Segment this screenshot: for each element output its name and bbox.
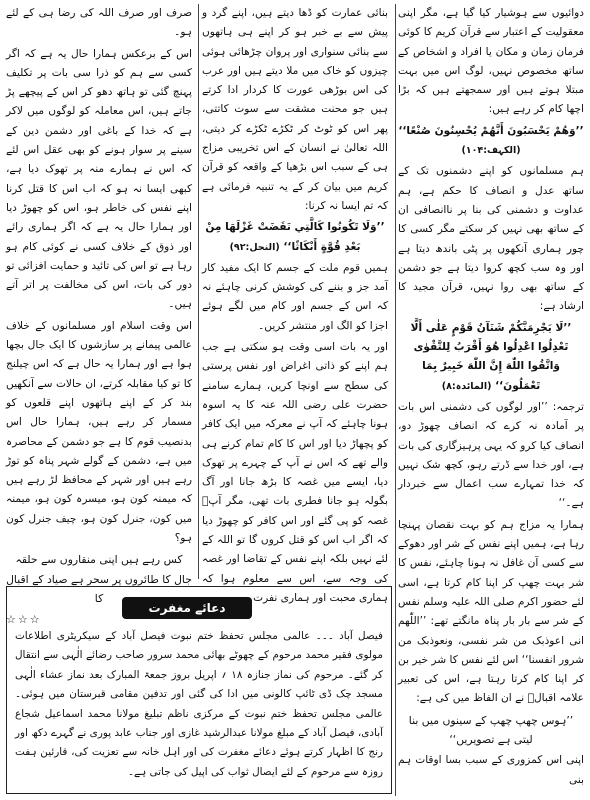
left-para-2: اس کے برعکس ہمارا حال یہ ہے کہ اگر کسی سے ہم کو ذرا سی بات پر تکلیف پہنچ گئی تو ہاتھ دھو کر اس کے پیچھے پڑ جاتے ہیں، اس معاملہ کو لوگوں میں لاکر ہے کہ خدا کے باغی اور دشمن دین کے سینے پر سوار ہونے کو بھی عقل اس لئے کہ اس نے ہمارے منہ پر تھوک دیا ہے، کبھی ایسا نہ ہو کہ اب اس کا قتل کرنا اپنے نفس کی خاطر ہو، اس کو چھوڑ دیا اور ہمارا حال یہ ہے کہ اگر ہماری رائے اور ذوق کے خلاف کسی نے کوئی کام ہو رہا ہے تو اس کی تائید و حمایت افزائی تو دور کی بات، اس کی مخالفت پر اتر آتے ہیں۔ bbox=[6, 47, 192, 311]
left-para-3: اس وقت اسلام اور مسلمانوں کے خلاف عالمی پیمانے پر سازشوں کا ایک جال بچھا ہوا ہے اور ہمارا یہ حال ہے کہ اس چیلنج کا تو کیا مقابلہ کرتے، ان حالات سے آنکھیں بند کر کے اپنے ہاتھوں اپنے قلعوں کو مسمار کر رہے ہیں، ہمارا حال اس بدنصیب قوم کا ہے جو دشمن کے محاصرہ میں ہے، دشمن کے گولے شہر پناہ کو توڑ رہے ہیں اور شہر کے محافظ لڑ رہے ہیں کہ میمنہ کون ہو، میسرہ کون ہو، میمنہ میں کون، جنرل کون ہو، چیف جنرل کون ہو؟ bbox=[6, 319, 192, 545]
verse-reference: (النحل:۹۲) bbox=[229, 241, 280, 253]
middle-para-1: بنائی عمارت کو ڈھا دیتے ہیں، اپنے گرد و پیش سے بے خبر ہو کر اپنے ہی ہاتھوں سے بنائی سنواری اور پروان چڑھائی ہوئی چیزوں کو خاک میں ملا دیتے ہیں اور عرب کی اس بوڑھی عورت کا کردار ادا کرتے ہیں جو محنت مشقت سے سوت کاتتی، پھر اس کو ٹوٹ کر ٹکڑے ٹکڑے کر دیتی، اللہ تعالیٰ نے انسان کے اس تخریبی مزاج ہی کے سبب اس بڑھیا کے واقعہ کو قرآن کریم میں بیان کر کے یہ تنبیہ فرمائی ہے کہ تم ایسا نہ کرنا: bbox=[202, 7, 388, 212]
box-title: دعائے مغفرت bbox=[148, 601, 226, 615]
box-body: فیصل آباد ۔۔۔ عالمی مجلس تحفظ ختم نبوت فیصل آباد کے سیکریٹری اطلاعات مولوی فقیر محمد مرحوم کے چھوٹے بھائی محمد سرور صاحب رضائے الٰہی سے انتقال کر گئے۔ مرحوم کی نماز جنازہ ۱۸ ؍ اپریل بروز جمعۃ المبارک بعد نماز عشاء الٰہی مسجد چک ڈی ٹائپ کالونی میں ادا کی گئی اور تدفین مقامی قبرستان میں ہوئی۔ عالمی مجلس تحفظ ختم نبوت کے مرکزی ناظم تبلیغ مولانا محمد اسماعیل شجاع آبادی، فیصل آباد کے مبلغ مولانا عبدالرشید غازی اور جناب عابد پوری نے گہرے دکھ اور رنج کا اظہار کرتے ہوئے دعائے مغفرت کی اور اہل خانہ سے تعزیت کی، قارئین ہفت روزہ سے مرحوم کے لئے ایصال ثواب کی اپیل کی جاتی ہے۔ bbox=[15, 630, 383, 778]
right-para-1: دوائیوں سے ہوشیار کیا گیا ہے، مگر اپنی معقولیت کے اعتبار سے قرآن کریم کا کوئی فرمان زمان و مکان یا افراد و اشخاص کے ساتھ مخصوص نہیں، لوگ اس میں بہت مبتلا ہوتے ہیں اور سمجھتے ہیں کہ بڑا اچھا کام کر رہے ہیں: bbox=[398, 7, 584, 116]
middle-column bbox=[202, 4, 388, 610]
column-divider bbox=[395, 4, 396, 796]
quran-text: ’’وَهُمْ يَحْسَبُونَ أَنَّهُمْ يُحْسِنُونَ صُنْعًا‘‘ bbox=[398, 124, 584, 137]
right-para-4: ہمارا یہ مزاج ہم کو بہت نقصان پہنچا رہا ہے، ہمیں اپنے نفس کے شر اور دھوکے سے کسی آن غافل نہ ہونا چاہئے، نفس کا شر بہت چھپ کر اپنا کام کرتا ہے، اسی لئے حضور اکرم صلی اللہ علیہ وسلم نفس کے شر سے بار بار پناہ مانگتے تھے: ’’اللّٰهم انی اعوذبک من شر نفسی، ونعوذبک من شرور انفسنا‘‘ اس لئے نفس کا شر خیر بن کر اپنا کام کرتا رہتا ہے، اس کی تعبیر علامہ اقبالؒ نے ان الفاظ میں کی ہے: bbox=[398, 518, 584, 705]
quran-verse-kahf bbox=[398, 122, 584, 161]
right-para-2: ہم مسلمانوں کو اپنے دشمنوں تک کے ساتھ عدل و انصاف کا حکم ہے، ہم عداوت و دشمنی کی بنا پر ناانصافی ان کے ساتھ بھی نہیں کر سکتے مگر کسی کا چور ہماری آنکھوں پر پٹی باندھ دیتا ہے اور وہ سب کچھ کروا دیتا ہے جو دشمن کے ساتھ بھی روا نہیں، قرآن مجید کا ارشاد ہے: bbox=[398, 165, 584, 313]
verse-reference: (المائدہ:۸) bbox=[441, 380, 492, 392]
right-para-3: ترجمہ: ’’اور لوگوں کی دشمنی اس بات پر آمادہ نہ کرے کہ انصاف چھوڑ دو، انصاف کیا کرو کہ یہی پرہیزگاری کی بات ہے، اور خدا سے ڈرتے رہو، کچھ شک نہیں کہ خدا تمہارے سب اعمال سے خبردار ہے۔‘‘ bbox=[398, 400, 584, 510]
middle-para-3: اور یہ بات اسی وقت ہو سکتی ہے جب ہم اپنے کو ذاتی اغراض اور نفس پرستی کی سطح سے اونچا کریں، ہمارے سامنے حضرت علی رضی اللہ عنہ کا یہ اسوہ ہونا چاہئے کہ آپ نے معرکہ میں ایک کافر کو پچھاڑ دیا اور اس کا کام تمام کرنے ہی والے تھے کہ اس نے آپ کے چہرے پر تھوک دیا، ایسے میں غصہ کا بڑھ جانا اور آگ بگولہ ہو جانا فطری بات تھی، مگر آپؓ غصہ کو پی گئے اور اس کافر کو چھوڑ دیا کہ اگر اب اس کو قتل کروں گا تو اللہ کے لئے نہیں بلکہ اپنے نفس کے تقاضا اور غصہ کی وجہ سے، اس سے معلوم ہوا کہ ہماری محبت اور ہماری نفرت bbox=[202, 341, 388, 604]
page bbox=[6, 4, 584, 796]
quran-text: ’’لَا يَجْرِمَنَّكُمْ شَنَآنُ قَوْمٍ عَلٰى أَلَّا تَعْدِلُوا اعْدِلُوا هُوَ أَقْرَبُ لِلتَّقْوٰى وَاتَّقُوا اللّٰهَ إِنَّ اللّٰهَ خَبِيرٌ بِمَا تَعْمَلُونَ‘‘ bbox=[410, 321, 572, 392]
left-para-1: صرف اور صرف اللہ کی رضا ہی کے لئے ہو۔ bbox=[6, 7, 192, 39]
quran-verse-maidah bbox=[398, 319, 584, 396]
middle-para-2: ہمیں قوم ملت کے جسم کا ایک مفید کار آمد جز و بننے کی کوشش کرنی چاہئے نہ کہ اس کے جسم اور کام میں لگے ہوئے اجزا کو الگ اور منتشر کریں۔ bbox=[202, 261, 388, 332]
column-divider bbox=[198, 4, 199, 579]
section-end-stars: ☆☆☆ bbox=[6, 613, 42, 627]
box-title-banner bbox=[122, 597, 252, 619]
iqbal-verse: ’’ہوس چھپ چھپ کے سینوں میں بنا لیتی ہے تصویریں‘‘ bbox=[408, 713, 574, 746]
right-para-5: اپنی اس کمزوری کے سبب بسا اوقات ہم بنی bbox=[398, 754, 584, 786]
right-column bbox=[398, 4, 584, 792]
dua-e-maghfirat-box bbox=[6, 586, 392, 794]
verse-reference: (الکہف:۱۰۴) bbox=[461, 145, 521, 157]
left-column bbox=[6, 4, 192, 632]
iqbal-couplet: کس رہے ہیں اپنی منقاروں سے حلقہ جال کا طائروں پر سحر ہے صیاد کے اقبال کا bbox=[6, 553, 192, 605]
quran-text: ’’وَلَا تَكُونُوا كَالَّتِي نَقَضَتْ غَزْلَهَا مِنْ بَعْدِ قُوَّةٍ أَنْكَاثًا‘‘ bbox=[205, 221, 385, 253]
quran-verse-nahl bbox=[202, 218, 388, 257]
